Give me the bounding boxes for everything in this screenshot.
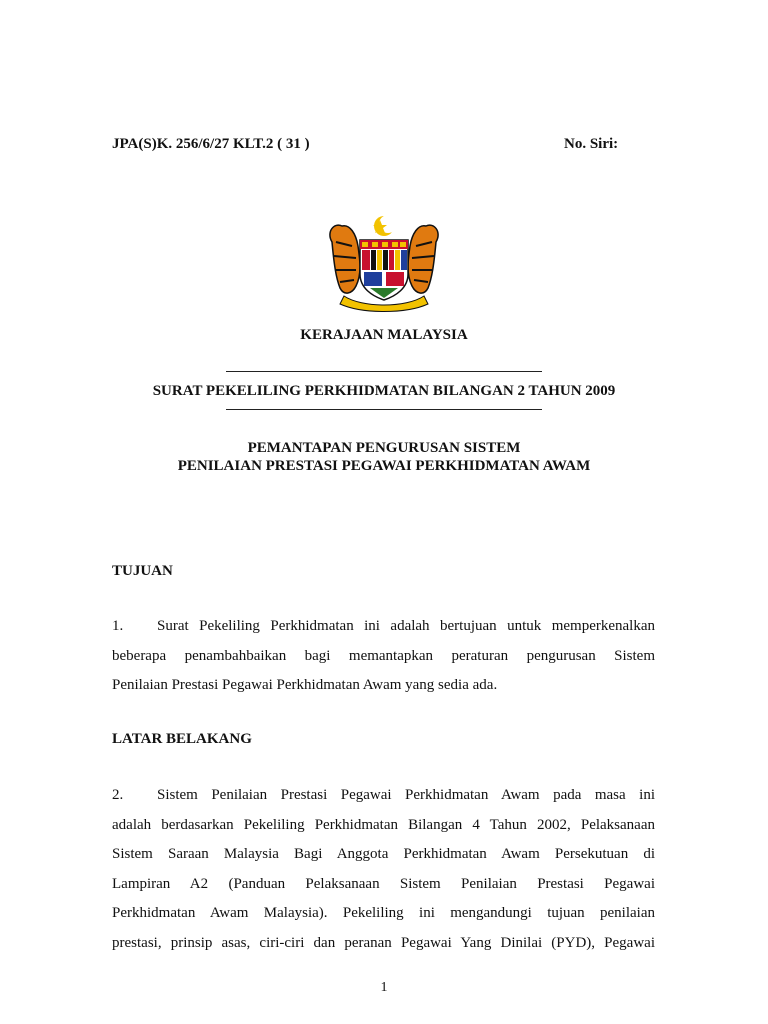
subject-line-1: PEMANTAPAN PENGURUSAN SISTEM <box>247 440 521 456</box>
subject-line-2: PENILAIAN PRESTASI PEGAWAI PERKHIDMATAN AWAM <box>177 458 591 474</box>
paragraph-line: Penilaian Prestasi Pegawai Perkhidmatan Awam yang sedia ada. <box>112 677 498 693</box>
paragraph-number: 2. <box>112 787 124 803</box>
paragraph-line: Perkhidmatan Awam Malaysia). Pekeliling ini mengandungi tujuan penilaian <box>112 905 655 921</box>
paragraph-line: prestasi, prinsip asas, ciri-ciri dan peranan Pegawai Yang Dinilai (PYD), Pegawai <box>112 934 655 951</box>
serial-number-label: No. Siri: <box>564 136 619 152</box>
paragraph-line: Lampiran A2 (Panduan Pelaksanaan Sistem Penilaian Prestasi Pegawai <box>112 875 655 892</box>
title-rule-bottom <box>226 409 542 410</box>
paragraph-1 <box>112 612 655 701</box>
section-heading-tujuan: TUJUAN <box>112 563 173 579</box>
paragraph-line: 2. Sistem Penilaian Prestasi Pegawai Perkhidmatan Awam pada masa ini <box>112 781 655 811</box>
paragraph-line: Sistem Saraan Malaysia Bagi Anggota Perkhidmatan Awam Persekutuan di <box>112 846 655 862</box>
circular-title: SURAT PEKELILING PERKHIDMATAN BILANGAN 2 TAHUN 2009 <box>152 383 616 399</box>
paragraph-2 <box>112 781 655 958</box>
title-rule-top <box>226 371 542 372</box>
paragraph-number: 1. <box>112 618 124 634</box>
paragraph-line: adalah berdasarkan Pekeliling Perkhidmatan Bilangan 4 Tahun 2002, Pelaksanaan <box>112 816 655 833</box>
paragraph-line: 1. Surat Pekeliling Perkhidmatan ini adalah bertujuan untuk memperkenalkan <box>112 612 655 642</box>
government-name: KERAJAAN MALAYSIA <box>300 327 468 343</box>
reference-number: JPA(S)K. 256/6/27 KLT.2 ( 31 ) <box>112 136 310 152</box>
section-heading-latar-belakang: LATAR BELAKANG <box>112 731 252 747</box>
malaysia-coat-of-arms-icon <box>322 212 446 312</box>
page-number: 1 <box>380 980 388 995</box>
paragraph-line: beberapa penambahbaikan bagi memantapkan peraturan pengurusan Sistem <box>112 647 655 664</box>
